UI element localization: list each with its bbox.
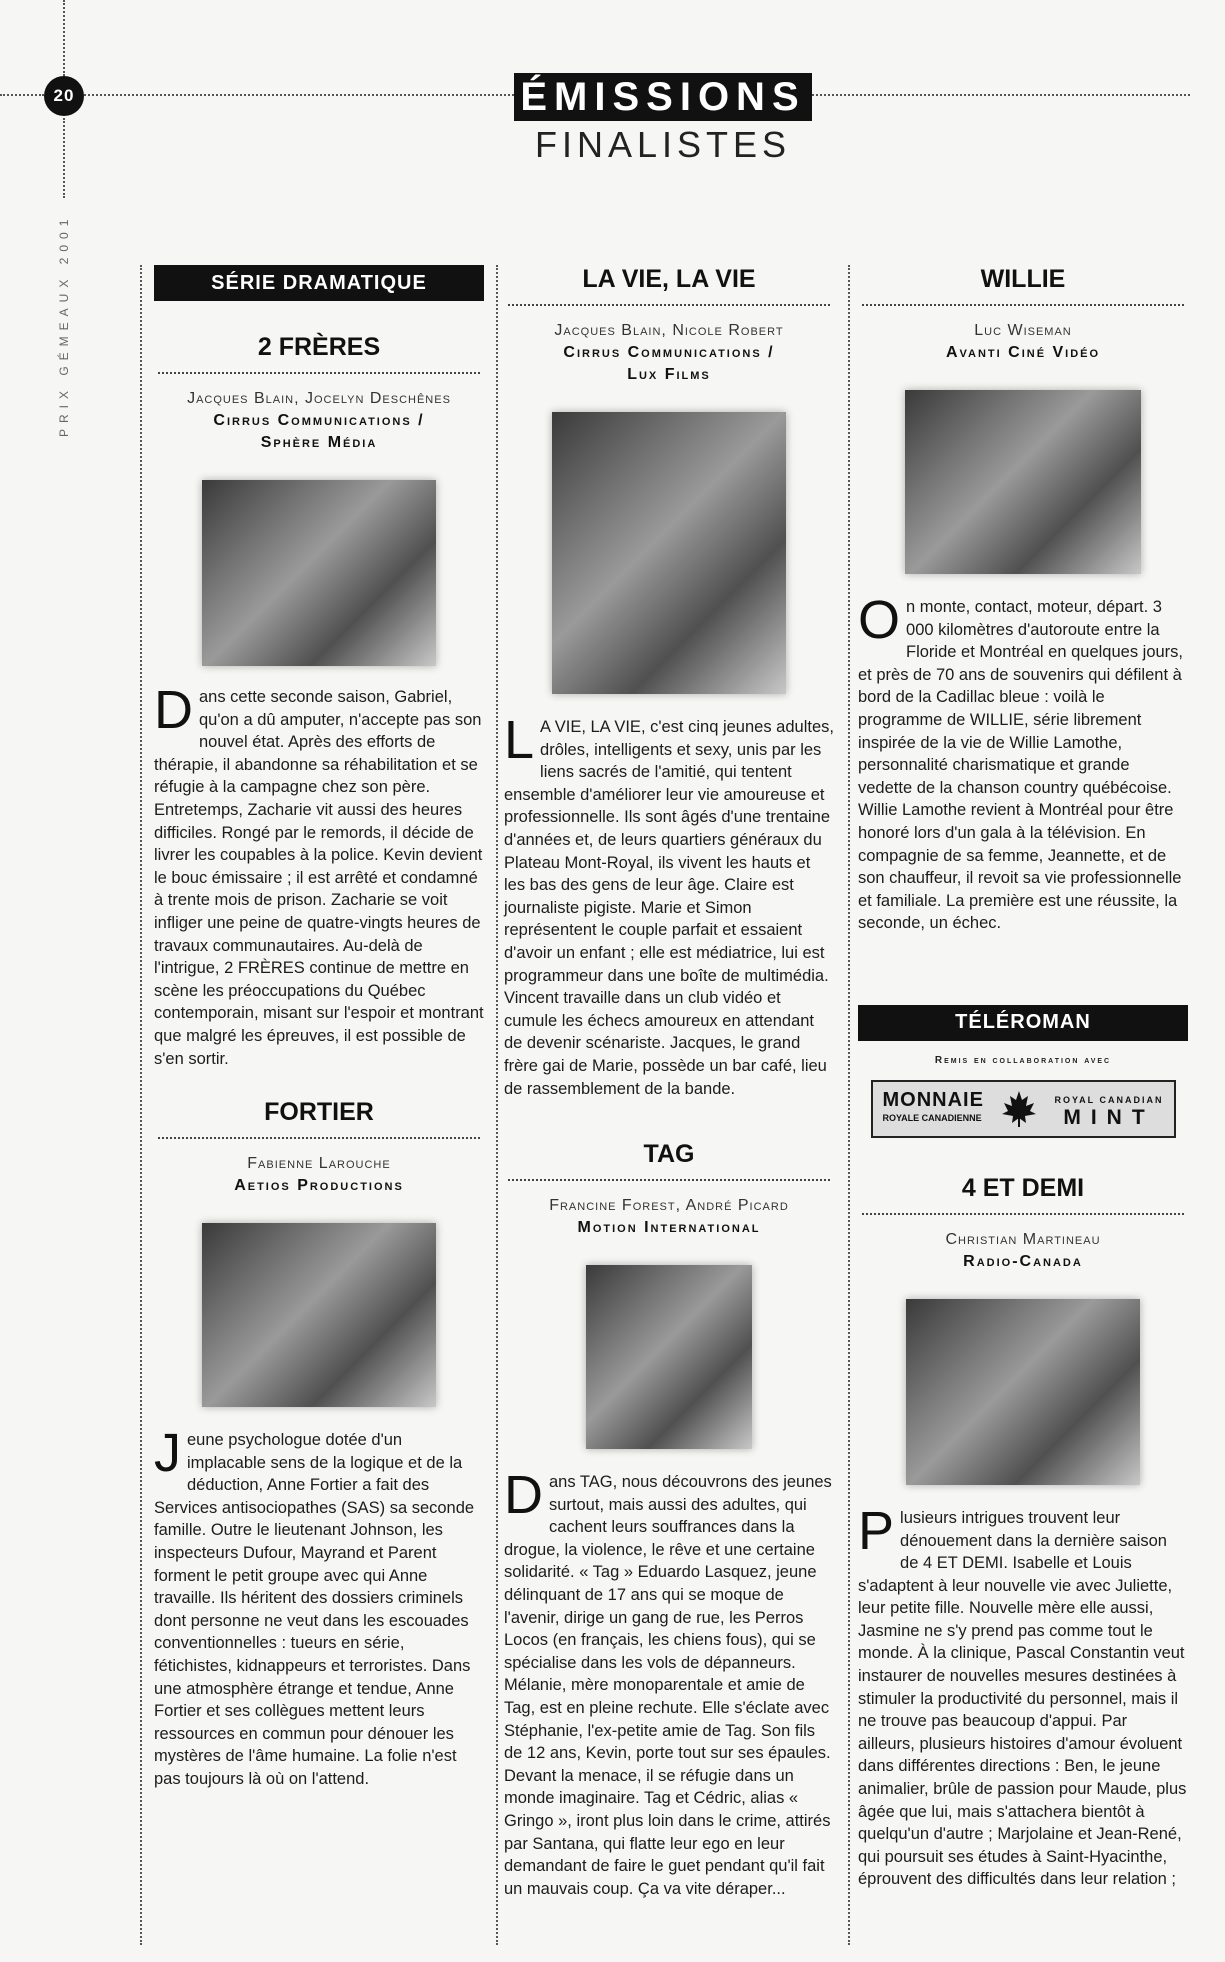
column-2	[504, 265, 834, 1900]
divider	[508, 304, 830, 306]
description-text: ans TAG, nous découvrons des jeunes surtout, mais aussi des adultes, qui cachent leurs souffrances dans la drogue, la violence, le rêve et une certaine solidarité. « Tag » Eduardo Lasquez, jeune délinquant de 17 ans qui se moque de l'avenir, dirige un gang de rue, les Perros Locos (en français, les chiens fous), qui se spécialise dans les vols de dépanneurs. Mélanie, mère monoparentale et amie de Tag, est en pleine rechute. Elle s'éclate avec Stéphanie, l'ex-petite amie de Tag. Son fils de 12 ans, Kevin, porte tout sur ses épaules. Devant la menace, il se réfugie dans un monde imaginaire. Tag et Cédric, alias « Gringo », iront plus loin dans le crime, attirés par Santana, qui flatte leur ego en leur demandant de faire le guet pendant qu'il fait un mauvais coup. Ça va vite déraper...	[504, 1473, 832, 1898]
column-1	[154, 265, 484, 1791]
credits: Fabienne Larouche	[247, 1155, 391, 1173]
top-rule-right	[812, 94, 1190, 96]
page-subtitle: FINALISTES	[534, 124, 792, 165]
description-text: n monte, contact, moteur, départ. 3 000 kilomètres d'autoroute entre la Floride et Montréal en quelques jours, et près de 70 ans de souvenirs qui défilent à bord de la Cadillac bleue : voilà le programme de WILLIE, série librement inspirée de la vie de Willie Lamothe, personnalité charismatique et grande vedette de la chanson country québécoise. Willie Lamothe revient à Montréal pour être honoré lors d'un gala à la télévision. En compagnie de sa femme, Jeannette, et de son chauffeur, il revoit sa vie professionnelle et familiale. La première est une réussite, la seconde, un échec.	[858, 598, 1184, 933]
sponsor-monnaie: MONNAIE	[882, 1088, 984, 1111]
company: Sphère Média	[260, 434, 378, 451]
top-rule-left	[0, 94, 44, 96]
description-text: lusieurs intrigues trouvent leur dénouement dans la dernière saison de 4 ET DEMI. Isabelle et Louis s'adaptent à leur nouvelle vie avec Juliette, leur petite fille. Nouvelle mère elle aussi, Jasmine ne s'y prend pas comme tout le monde. À la clinique, Pascal Constantin veut instaurer de nouvelles mesures destinées à stimuler la productivité du personnel, mais il ne trouve pas beaucoup d'appui. Par ailleurs, plusieurs histoires d'amour évoluent dans différentes directions : Ben, le jeune animalier, brûle de passion pour Maude, plus âgée que lui, mais s'attachera bientôt à quelqu'un d'autre ; Marjolaine et Jean-René, qui poursuit ses études à Saint-Hyacinthe, éprouvent des difficultés dans leur relation ;	[858, 1508, 1187, 1889]
company: Cirrus Communications /	[213, 412, 425, 429]
sponsor-fr	[882, 1088, 984, 1127]
page-title: ÉMISSIONS	[514, 73, 812, 121]
credits: Francine Forest, André Picard	[549, 1197, 789, 1215]
company: Lux Films	[627, 366, 711, 383]
show-photo	[905, 390, 1141, 574]
divider	[508, 1179, 830, 1181]
drop-cap: D	[504, 1465, 543, 1526]
column-rule-2	[496, 265, 498, 1945]
page-number: 20	[44, 76, 84, 116]
company: Avanti Ciné Vidéo	[945, 344, 1101, 361]
show-photo	[586, 1265, 752, 1449]
show-photo	[202, 1223, 436, 1407]
drop-cap: D	[154, 680, 193, 740]
company: Aetios Productions	[234, 1177, 404, 1195]
show-description	[504, 1465, 834, 1900]
divider	[158, 372, 480, 374]
left-rule	[63, 118, 65, 198]
divider	[862, 304, 1184, 306]
sponsor-en	[1054, 1091, 1163, 1127]
description-text: A VIE, LA VIE, c'est cinq jeunes adultes, drôles, intelligents et sexy, unis par les liens sacrés de l'amitié, qui tentent ensemble d'améliorer leur vie amoureuse et professionnelle. Ils sont âgés d'une trentaine d'années et, de leurs quartiers généraux du Plateau Mont-Royal, ils vivent les hauts et les bas des gens de leur âge. Claire est journaliste pigiste. Marie et Simon représentent le couple parfait et essaient d'avoir un enfant ; elle est médiatrice, lui est programmeur dans une boîte de multimédia. Vincent travaille dans un club vidéo et cumule les échecs amoureux en attendant de devenir scénariste. Jacques, le grand frère gai de Marie, possède un bar café, lieu de rassemblement de la bande.	[504, 718, 834, 1098]
show-title: 2 FRÈRES	[257, 333, 381, 361]
maple-leaf-icon	[999, 1089, 1039, 1129]
collaboration-label: Remis en collaboration avec	[934, 1054, 1112, 1066]
drop-cap: J	[154, 1423, 181, 1484]
show-description	[154, 680, 484, 1070]
column-rule-3	[848, 265, 850, 1945]
credits: Luc Wiseman	[974, 322, 1072, 339]
left-rule-top	[63, 0, 65, 76]
side-running-head: PRIX GÉMEAUX 2001	[57, 213, 71, 437]
show-photo	[202, 480, 436, 666]
category-band: SÉRIE DRAMATIQUE	[154, 265, 484, 301]
show-photo	[906, 1299, 1140, 1485]
show-title: WILLIE	[980, 265, 1066, 293]
description-text: eune psychologue dotée d'un implacable sens de la logique et de la déduction, Anne Fortier a fait des Services antisociopathes (SAS) sa seconde famille. Outre le lieutenant Johnson, les inspecteurs Dufour, Mayrand et Parent forment le petit groupe avec qui Anne travaille. Ils héritent des dossiers criminels dont personne ne veut dans les escouades conventionnelles : tueurs en série, fétichistes, kidnappeurs et terroristes. Dans une atmosphère étrange et tendue, Anne Fortier et ses collègues mettent leurs ressources en commun pour dénouer les mystères de l'âme humaine. La folie n'est pas toujours là où on l'attend.	[154, 1431, 475, 1788]
drop-cap: L	[504, 710, 535, 770]
show-description	[504, 710, 834, 1100]
show-photo	[552, 412, 786, 694]
top-rule-mid	[84, 94, 514, 96]
show-title: 4 ET DEMI	[961, 1173, 1085, 1202]
company: Radio-Canada	[963, 1252, 1083, 1270]
drop-cap: O	[858, 590, 901, 650]
show-description	[154, 1423, 484, 1791]
description-text: ans cette seconde saison, Gabriel, qu'on a dû amputer, n'accepte pas son nouvel état. Après des efforts de thérapie, il abandonne sa réhabilitation et se réfugie à la campagne chez son père. Entretemps, Zacharie vit aussi des heures difficiles. Rongé par le remords, il décide de livrer les coupables à la police. Kevin devient le bouc émissaire ; il est arrêté et condamné à trente mois de prison. Zacharie se voit infliger une peine de quatre-vingts heures de travaux communautaires. Au-delà de l'intrigue, 2 FRÈRES continue de mettre en scène les préoccupations du Québec contemporain, misant sur l'espoir et montrant que malgré les épreuves, il est possible de s'en sortir.	[154, 688, 484, 1068]
divider	[158, 1137, 480, 1139]
column-3	[858, 265, 1188, 1891]
sponsor-royale: ROYALE CANADIENNE	[882, 1112, 982, 1123]
company: Motion International	[577, 1219, 761, 1237]
show-title: FORTIER	[264, 1098, 374, 1127]
category-band: TÉLÉROMAN	[858, 1005, 1188, 1041]
show-title: TAG	[643, 1140, 695, 1169]
show-title: LA VIE, LA VIE	[582, 265, 756, 293]
credits: Jacques Blain, Nicole Robert	[554, 322, 784, 339]
show-description	[858, 1500, 1188, 1891]
column-rule-1	[140, 265, 142, 1945]
company: Cirrus Communications /	[563, 344, 775, 361]
credits: Jacques Blain, Jocelyn Deschênes	[187, 390, 451, 407]
drop-cap: P	[858, 1500, 895, 1561]
credits: Christian Martineau	[945, 1230, 1101, 1248]
sponsor-royal-canadian: ROYAL CANADIAN	[1054, 1094, 1164, 1105]
sponsor-mint: MINT	[1063, 1105, 1155, 1129]
show-description	[858, 590, 1188, 935]
sponsor-logo	[871, 1080, 1176, 1138]
divider	[862, 1213, 1184, 1215]
